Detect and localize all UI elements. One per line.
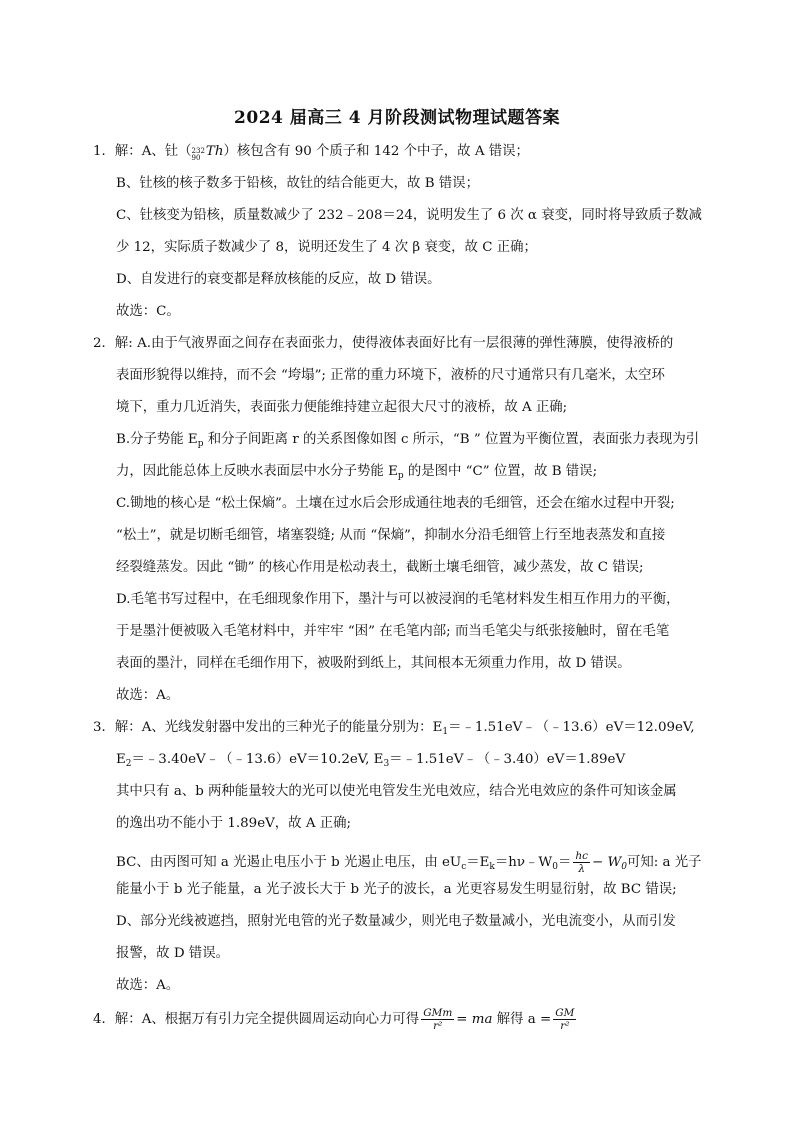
- q4-number: 4．: [93, 1012, 115, 1027]
- q2-line-7: “松土”，就是切断毛细管，堵塞裂缝; 从而 “保熵”，抑制水分沿毛细管上行至地表蒸发和直接: [116, 528, 666, 543]
- q3-line-6: 能量小于 b 光子能量，a 光子波长大于 b 光子的波长，a 光更容易发生明显衍射，故 BC 错误;: [116, 882, 677, 897]
- q3-answer: 故选：A。: [116, 978, 180, 993]
- q3-line-8: 报警，故 D 错误。: [116, 946, 229, 961]
- q3-line-1: 3．解：A、光线发射器中发出的三种光子的能量分别为：$E_1=﹣1.51eV﹣(﹣13.6)eV=12.09eV$,: [93, 720, 695, 737]
- q1-option-c-line-1: C、钍核变为铅核，质量数减少了 232﹣208＝24，说明发生了 6 次 α 衰变，同时将导致质子数减: [116, 208, 702, 223]
- q2-answer: 故选：A。: [116, 688, 180, 703]
- q1-option-b: B、钍核的核子数多于铅核，故钍的结合能更大，故 B 错误；: [116, 176, 479, 191]
- isotope-notation: 232 90: [191, 147, 205, 162]
- q2-line-9: D.毛笔书写过程中，在毛细现象作用下，墨汁与可以被浸润的毛笔材料发生相互作用力的平衡，: [116, 592, 680, 607]
- q1-option-c-line-2: 少 12，实际质子数减少了 8，说明还发生了 4 次 β 衰变，故 C 正确；: [116, 240, 537, 255]
- q3-line-2: $E_2=﹣3.40eV﹣(﹣13.6)eV=10.2eV$, $E_3=﹣1.51eV﹣(﹣3.40)eV=1.89eV$: [116, 752, 626, 769]
- q2-line-4: B.分子势能 $E_p$ 和分子间距离 r 的关系图像如图 c 所示，“B ” 位置为平衡位置，表面张力表现为引: [116, 432, 700, 449]
- q2-line-10: 于是墨汁便被吸入毛笔材料中，并牢牢 “困” 在毛笔内部; 而当毛笔尖与纸张接触时，留在毛笔: [116, 624, 670, 639]
- q1-option-d: D、自发进行的衰变都是释放核能的反应，故 D 错误。: [116, 272, 441, 287]
- q3-number: 3．: [93, 720, 115, 735]
- q3-line-5: BC、由丙图可知 a 光遏止电压小于 b 光遏止电压，由 $eU_c=E_k=h\nu﹣W_0=$ $\frac{hc}{\lambda}$ − $W_0$可知: a 光子: [116, 850, 702, 875]
- q2-line-8: 经裂缝蒸发。因此 “锄” 的核心作用是松动表土，截断土壤毛细管，减少蒸发，故 C 错误;: [116, 560, 644, 575]
- q2-line-1: 2．解: A.由于气液界面之间存在表面张力，使得液体表面好比有一层很薄的弹性薄膜，使得液桥的: [93, 336, 674, 351]
- q2-line-11: 表面的墨汁，同样在毛细作用下，被吸附到纸上，其间根本无须重力作用，故 D 错误。: [116, 656, 631, 671]
- page-title: 2024 届高三 4 月阶段测试物理试题答案: [234, 108, 560, 128]
- q3-line-4: 的逸出功不能小于 1.89eV，故 A 正确;: [116, 816, 352, 831]
- q2-line-3: 境下，重力几近消失，表面张力便能维持建立起很大尺寸的液桥，故 A 正确;: [116, 400, 568, 415]
- q2-line-6: C.锄地的核心是 “松土保熵”。土壤在过水后会形成通往地表的毛细管，还会在缩水过程中开裂;: [116, 496, 675, 511]
- q2-line-5: 力，因此能总体上反映水表面层中水分子势能 $E_p$ 的是图中 “C” 位置，故 B 错误;: [116, 464, 598, 481]
- fraction-gmm-over-r2: $\frac{\text{GMm}}{\text{r²}}$: [423, 1007, 453, 1032]
- q1-number: 1．: [93, 144, 115, 159]
- q1-answer: 故选：C。: [116, 304, 180, 319]
- fraction-hc-over-lambda: $\frac{hc}{\lambda}$: [575, 850, 588, 875]
- q3-line-7: D、部分光线被遮挡，照射光电管的光子数量减少，则光电子数量减小，光电流变小，从而引发: [116, 914, 676, 929]
- q2-number: 2．: [93, 336, 115, 351]
- fraction-gm-over-r2: $\frac{GM}{\text{r²}}$: [555, 1007, 575, 1032]
- q3-line-3: 其中只有 a、b 两种能量较大的光可以使光电管发生光电效应，结合光电效应的条件可知该金属: [116, 784, 677, 799]
- q4-line-1: 4．解：A、根据万有引力完全提供圆周运动向心力可得 $\frac{\text{GMm}}{\text{r²}}$ = ma 解得 a = $\frac{GM}{\text{r²}}$: [93, 1007, 575, 1032]
- q2-line-2: 表面形貌得以维持，而不会 “垮塌”; 正常的重力环境下，液桥的尺寸通常只有几毫米，太空环: [116, 368, 665, 383]
- q1-line-1: 1．解：A、钍（ 232 90 Th）核包含有 90 个质子和 142 个中子，故 A 错误；: [93, 144, 529, 162]
